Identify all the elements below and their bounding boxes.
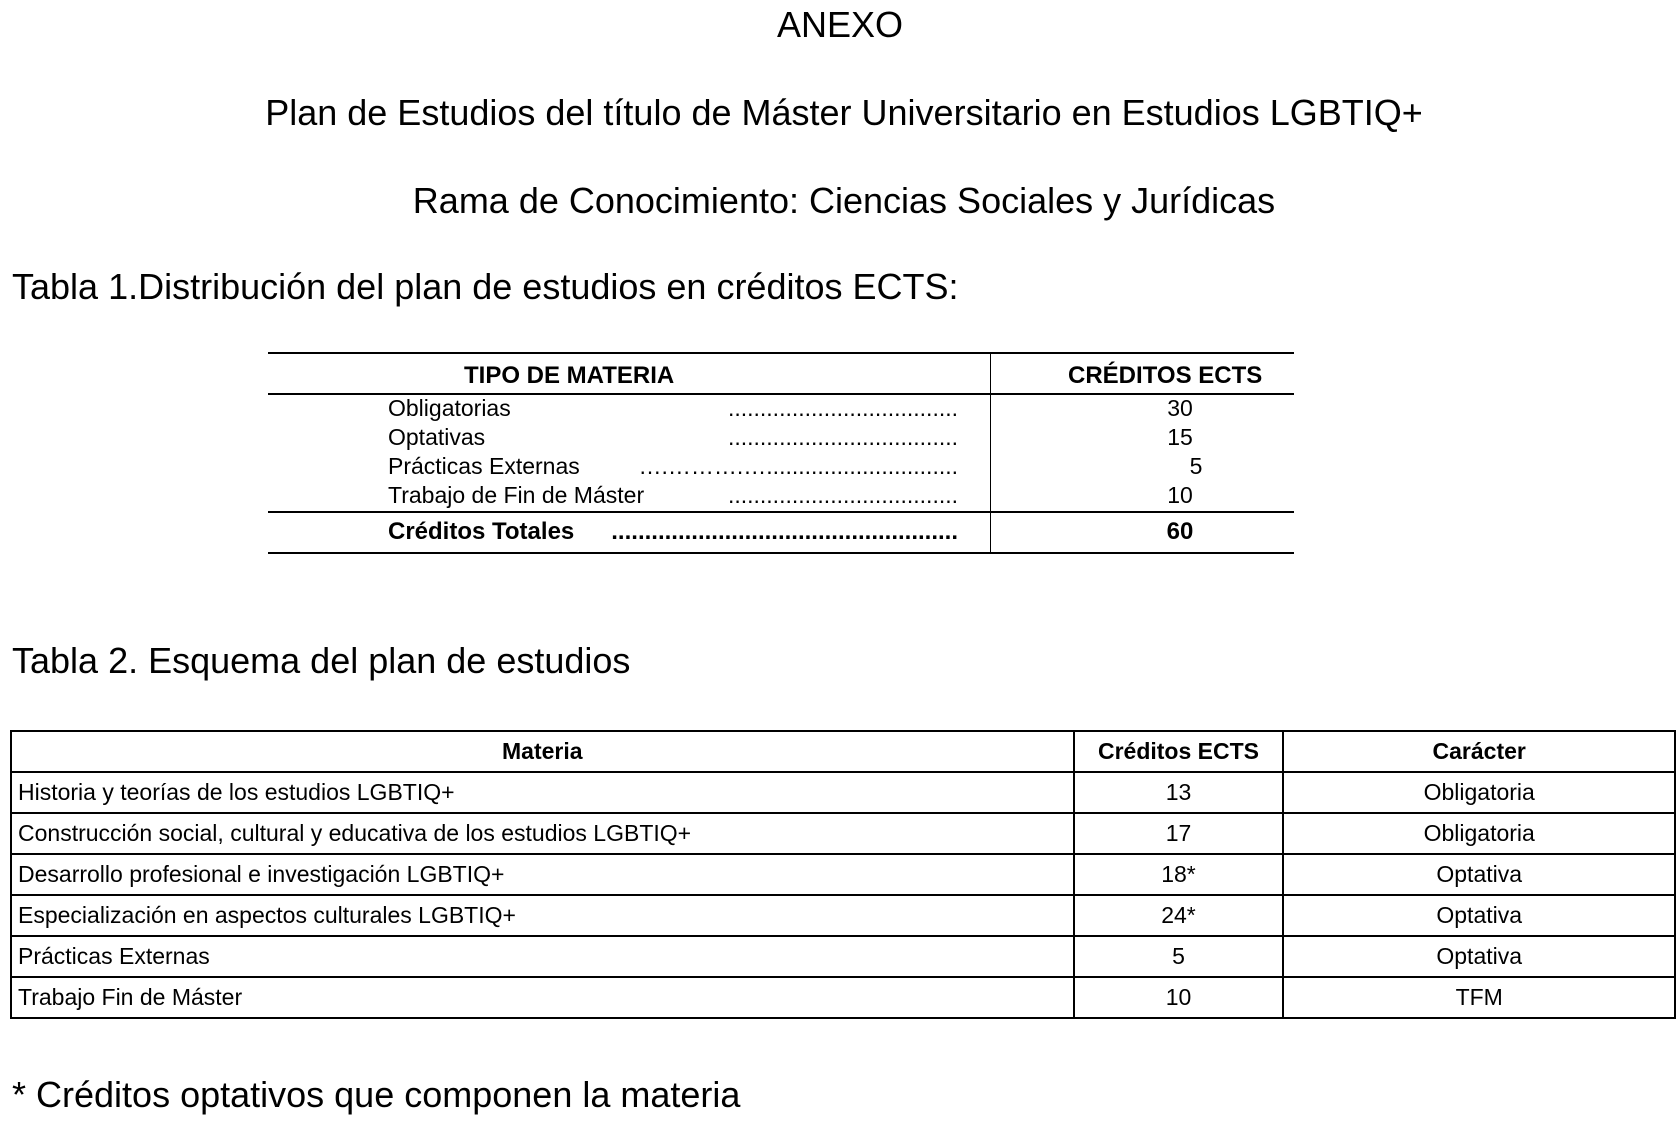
table2-heading: Tabla 2. Esquema del plan de estudios — [12, 640, 631, 681]
caracter-cell: TFM — [1283, 977, 1675, 1018]
table2-header-caracter: Carácter — [1283, 731, 1675, 772]
table1-row-value: 15 — [1167, 424, 1193, 450]
materia-cell: Construcción social, cultural y educativa de los estudios LGBTIQ+ — [11, 813, 1074, 854]
table2-header-ects: Créditos ECTS — [1074, 731, 1284, 772]
materia-cell: Prácticas Externas — [11, 936, 1074, 977]
ects-cell: 13 — [1074, 772, 1284, 813]
materia-cell: Trabajo Fin de Máster — [11, 977, 1074, 1018]
materia-cell: Desarrollo profesional e investigación LGBTIQ+ — [11, 854, 1074, 895]
materia-cell: Historia y teorías de los estudios LGBTIQ+ — [11, 772, 1074, 813]
table1-total-value: 60 — [1166, 518, 1194, 545]
ects-cell: 17 — [1074, 813, 1284, 854]
table-row — [11, 977, 1675, 1018]
table-row — [11, 895, 1675, 936]
caracter-cell: Optativa — [1283, 854, 1675, 895]
ects-cell: 18* — [1074, 854, 1284, 895]
table1-row-dots: .................................... — [727, 395, 958, 421]
table-row — [11, 936, 1675, 977]
caracter-cell: Optativa — [1283, 936, 1675, 977]
table1-row — [268, 482, 1294, 511]
table1-row-value: 10 — [1167, 482, 1193, 508]
materia-cell: Especialización en aspectos culturales LGBTIQ+ — [11, 895, 1074, 936]
plan-title: Plan de Estudios del título de Máster Universitario en Estudios LGBTIQ+ — [265, 92, 1423, 133]
table1-heading: Tabla 1.Distribución del plan de estudios en créditos ECTS: — [12, 266, 959, 307]
table2-header-row — [11, 731, 1675, 772]
study-plan-table — [10, 730, 1676, 1019]
table1-header-creditos: CRÉDITOS ECTS — [1068, 362, 1263, 389]
table-row — [11, 772, 1675, 813]
table1-total-rule — [268, 511, 1294, 513]
table1-total-row — [268, 518, 1294, 547]
table1-row-dots: .................................... — [727, 424, 958, 450]
footnote: * Créditos optativos que componen la materia — [12, 1074, 741, 1115]
ects-cell: 5 — [1074, 936, 1284, 977]
rama-title: Rama de Conocimiento: Ciencias Sociales y Jurídicas — [412, 180, 1276, 221]
table1-header-tipo: TIPO DE MATERIA — [464, 362, 675, 389]
table1-bottom-rule — [268, 552, 1294, 554]
caracter-cell: Obligatoria — [1283, 772, 1675, 813]
table1-row-label: Obligatorias — [388, 395, 511, 421]
table1-row — [268, 395, 1294, 424]
caracter-cell: Obligatoria — [1283, 813, 1675, 854]
table1-total-label: Créditos Totales — [388, 518, 575, 545]
credits-distribution-table — [268, 352, 1294, 554]
ects-cell: 10 — [1074, 977, 1284, 1018]
table1-row-label: Trabajo de Fin de Máster — [388, 482, 645, 508]
table-row — [11, 813, 1675, 854]
table-row — [11, 854, 1675, 895]
table2-header-materia: Materia — [11, 731, 1074, 772]
table1-row — [268, 424, 1294, 453]
table1-row-value: 30 — [1167, 395, 1193, 421]
table1-row-dots: ….……….….............................. — [638, 453, 958, 479]
table1-row-value: 5 — [1189, 453, 1203, 479]
table1-row-label: Optativas — [388, 424, 486, 450]
table1-row-dots: .................................... — [727, 482, 958, 508]
ects-cell: 24* — [1074, 895, 1284, 936]
anexo-title: ANEXO — [776, 4, 904, 45]
table1-total-dots: .................................................... — [611, 518, 958, 545]
table1-row — [268, 453, 1294, 482]
caracter-cell: Optativa — [1283, 895, 1675, 936]
table1-top-rule — [268, 352, 1294, 354]
table1-row-label: Prácticas Externas — [388, 453, 580, 479]
